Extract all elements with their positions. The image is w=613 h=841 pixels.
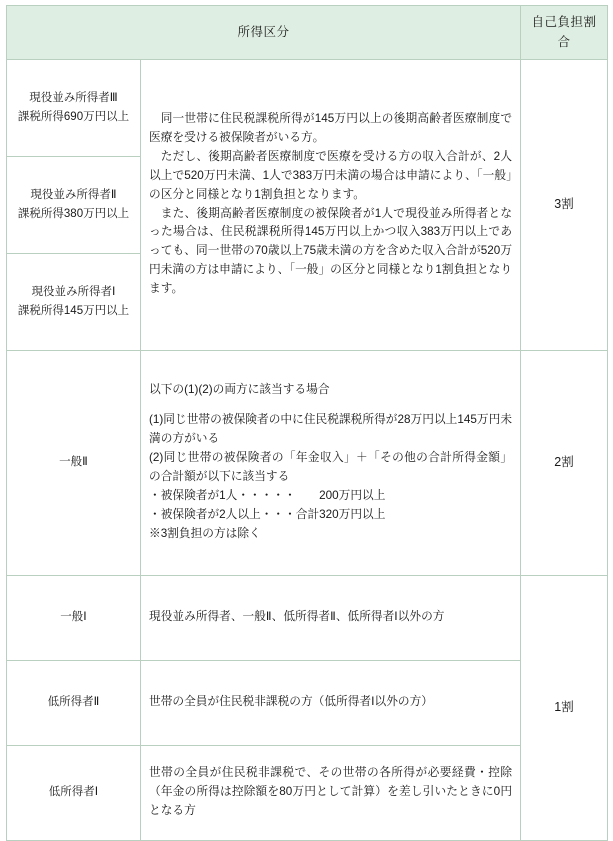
detail-paragraph: 現役並み所得者、一般Ⅱ、低所得者Ⅱ、低所得者Ⅰ以外の方 (149, 610, 445, 624)
detail-cell-teisyotoku-2 (141, 660, 521, 745)
detail-cell-genneki (141, 59, 521, 350)
category-label-line1: 一般Ⅱ (59, 456, 88, 469)
category-label-line2: 課税所得145万円以上 (17, 304, 130, 317)
category-cell-ippan-1 (7, 575, 141, 660)
table-header-row (7, 6, 608, 60)
detail-paragraph: また、後期高齢者医療制度の被保険者が1人で現役並み所得者となった場合は、住民税課税所得145万円以上かつ収入383万円以上であっても、同一世帯の70歳以上75歳未満の方を含めた収入合計が520万円未満の方は申請により、「一般」の区分と同様となり1割負担となります。 (149, 206, 513, 296)
category-label-line2: 課税所得380万円以上 (17, 207, 130, 220)
detail-paragraph: ・被保険者が1人・・・・・ 200万円以上 (149, 489, 386, 502)
category-cell-teisyotoku-2 (7, 660, 141, 745)
rate-cell-2wari: 2割 (521, 350, 608, 575)
category-cell-teisyotoku-1 (7, 745, 141, 840)
category-label-line2: 課税所得690万円以上 (17, 110, 130, 123)
category-label-line1: 現役並み所得者Ⅰ (31, 285, 116, 298)
category-label-line1: 低所得者Ⅱ (47, 696, 100, 709)
header-income-category: 所得区分 (7, 6, 521, 60)
rate-cell-3wari: 3割 (521, 59, 608, 350)
category-cell-genneki-1 (7, 253, 141, 350)
detail-paragraph: ・被保険者が2人以上・・・合計320万円以上 (149, 507, 386, 521)
table-body (7, 59, 608, 840)
rate-cell-1wari: 1割 (521, 575, 608, 840)
detail-paragraph: ※3割負担の方は除く (149, 526, 261, 540)
detail-paragraph: ただし、後期高齢者医療制度で医療を受ける方の収入合計が、2人以上で520万円未満、1人で383万円未満の場合は申請により、「一般」の区分と同様となり1割負担となります。 (149, 149, 513, 201)
detail-paragraph: 以下の(1)(2)の両方に該当する場合 (149, 383, 330, 397)
table-row (7, 745, 608, 840)
table-row (7, 59, 608, 156)
header-burden-rate: 自己負担割合 (521, 6, 608, 60)
category-cell-ippan-2 (7, 350, 141, 575)
category-cell-genneki-3 (7, 59, 141, 156)
category-label-line1: 現役並み所得者Ⅱ (30, 188, 117, 201)
table-row (7, 575, 608, 660)
category-label-line1: 低所得者Ⅰ (48, 786, 99, 799)
detail-cell-teisyotoku-1 (141, 745, 521, 840)
category-label-line1: 一般Ⅰ (60, 611, 87, 624)
detail-paragraph: (2)同じ世帯の被保険者の「年金収入」＋「その他の合計所得金額」の合計額が以下に該当する (149, 451, 513, 484)
detail-paragraph: 世帯の全員が住民税非課税で、その世帯の各所得が必要経費・控除（年金の所得は控除額を80万円として計算）を差し引いたときに0円となる方 (149, 766, 513, 817)
detail-paragraph: 世帯の全員が住民税非課税の方（低所得者Ⅰ以外の方） (149, 695, 433, 709)
table-row (7, 660, 608, 745)
detail-cell-ippan-2 (141, 350, 521, 575)
table-row (7, 350, 608, 575)
detail-paragraph: (1)同じ世帯の被保険者の中に住民税課税所得が28万円以上145万円未満の方がいる (149, 413, 513, 446)
category-cell-genneki-2 (7, 156, 141, 253)
detail-paragraph: 同一世帯に住民税課税所得が145万円以上の後期高齢者医療制度で医療を受ける被保険者がいる方。 (149, 111, 513, 144)
category-label-line1: 現役並み所得者Ⅲ (29, 91, 118, 104)
table-header (7, 6, 608, 60)
detail-cell-ippan-1 (141, 575, 521, 660)
income-category-burden-rate-table (6, 5, 608, 841)
document-page (0, 5, 613, 817)
